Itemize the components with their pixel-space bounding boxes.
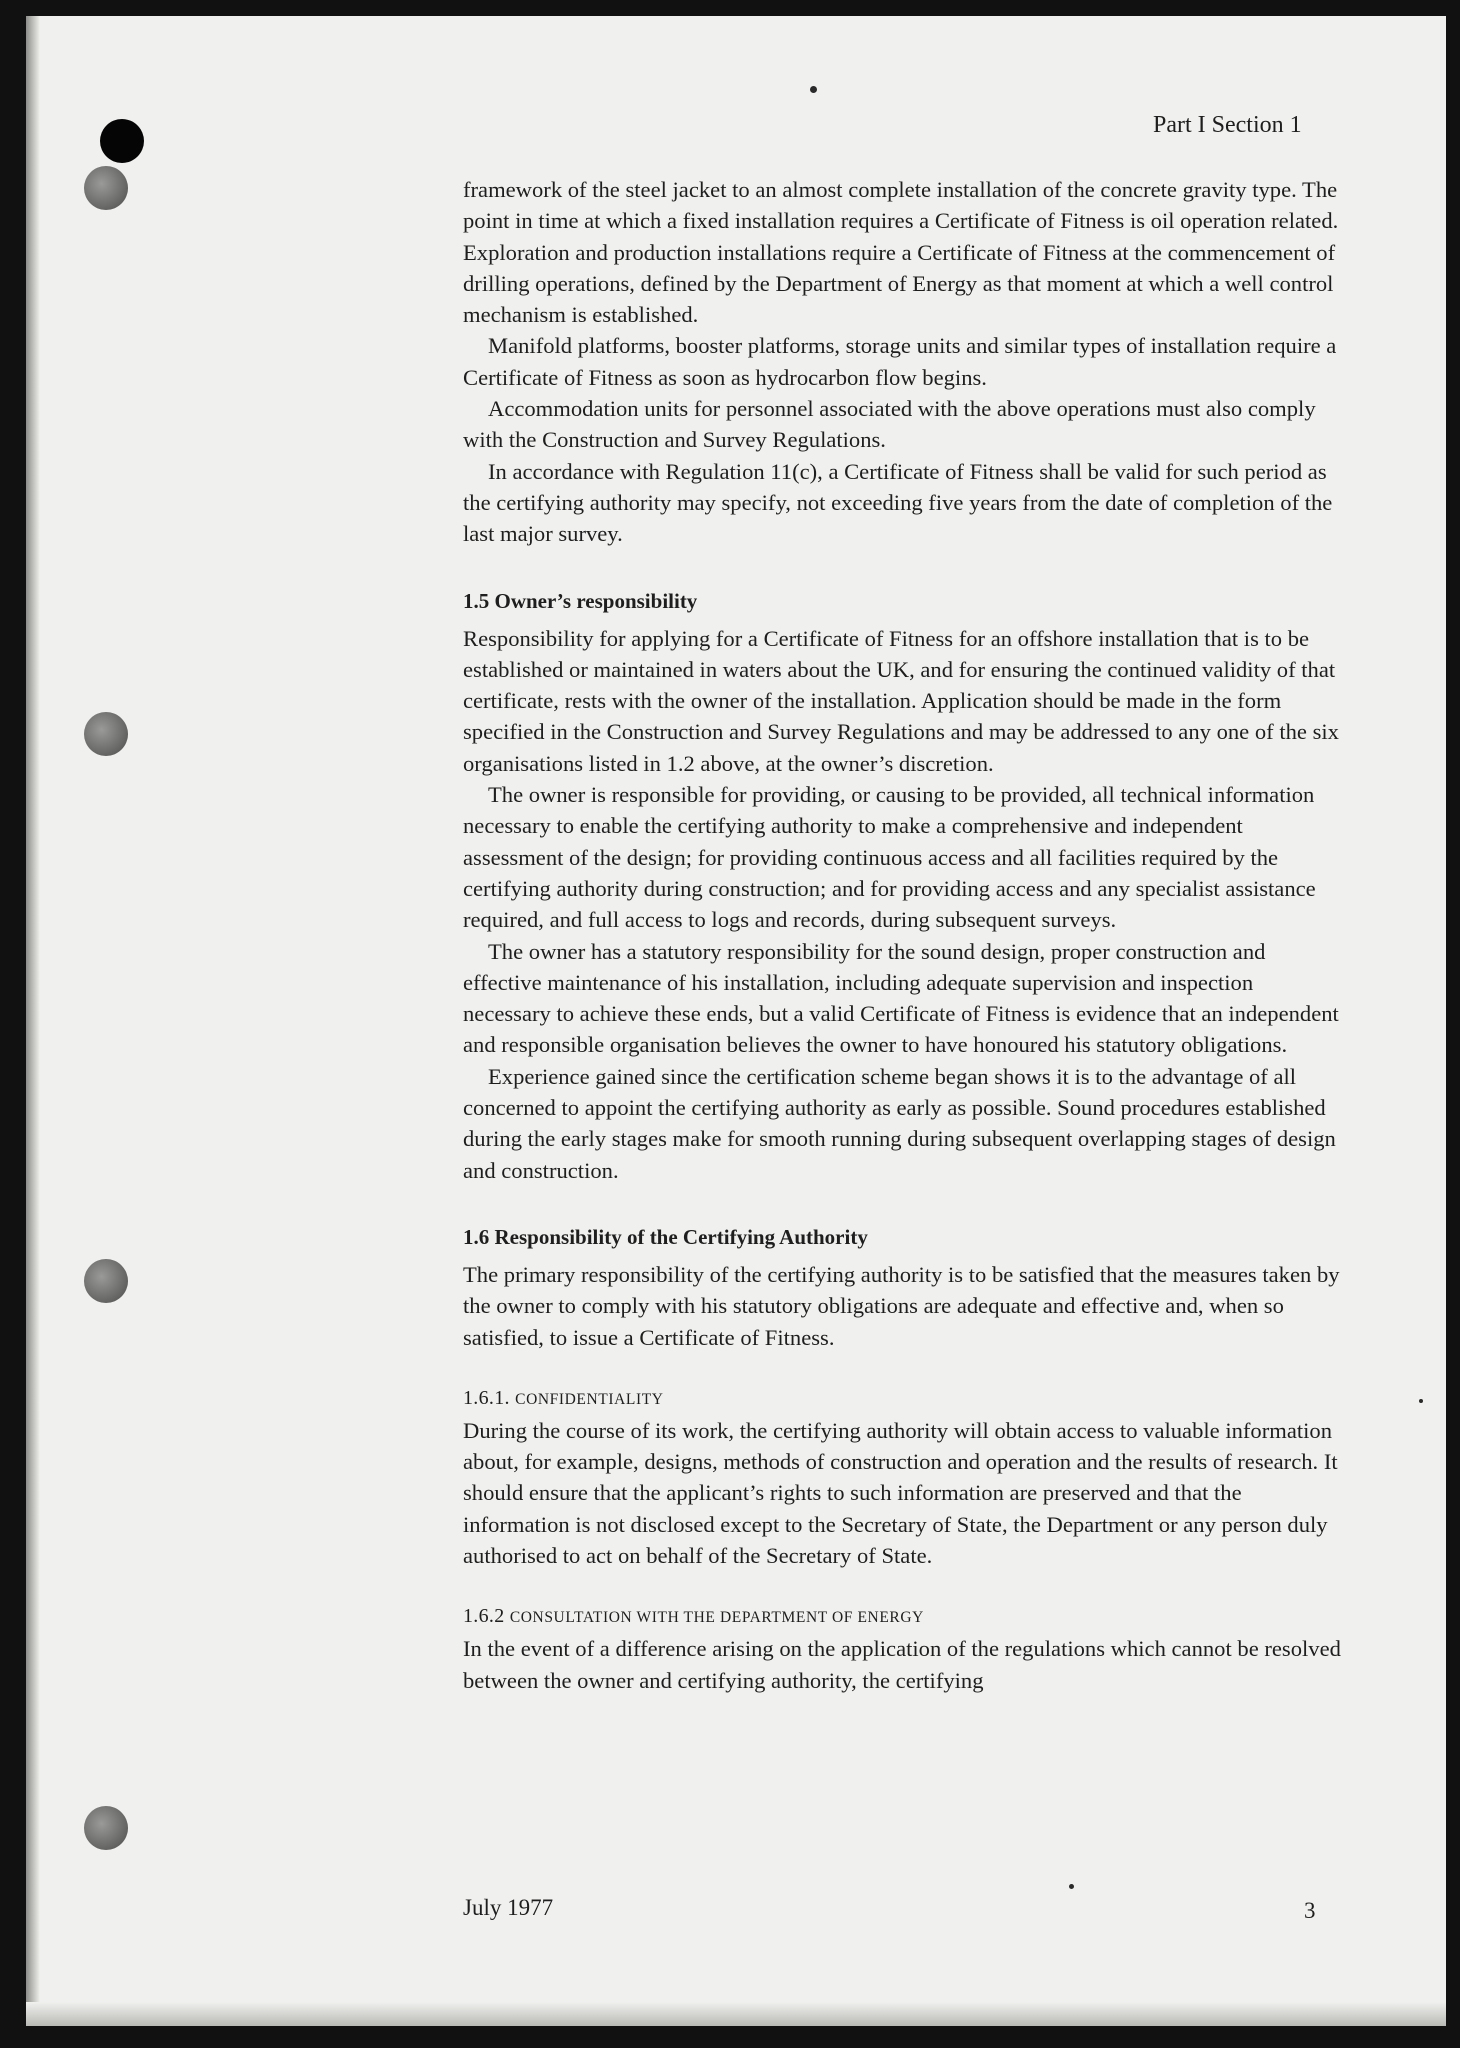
punch-hole [84, 166, 128, 210]
scan-speck [1419, 1399, 1423, 1403]
paragraph: Responsibility for applying for a Certificate of Fitness for an offshore installation that is to be established or maintained in waters about the UK, and for ensuring the continued validity of that certificate, rests with the owner of the installation. Application should be made in the form specified in the Construction and Survey Regulations and may be addressed to any one of the six organisations listed in 1.2 above, at the owner’s discretion. [463, 625, 1339, 776]
paragraph: Experience gained since the certification scheme began shows it is to the advantage of all concerned to appoint the certifying authority as early as possible. Sound procedures established during the early stages make for smooth running during subsequent overlapping stages of design and construction. [463, 1063, 1336, 1183]
footer-date: July 1977 [463, 1895, 554, 1920]
scan-edge [26, 2002, 1446, 2026]
section-heading-1-5: 1.5 Owner’s responsibility [463, 588, 698, 613]
document-page [26, 16, 1446, 2026]
paragraph: Accommodation units for personnel associated with the above operations must also comply with the Construction and Survey Regulations. [463, 396, 1316, 453]
paragraph: The owner has a statutory responsibility for the sound design, proper construction and effective maintenance of his installation, including adequate supervision and inspection necessary to achieve these ends, but a valid Certificate of Fitness is evidence that an independent and responsible organisation believes the owner to have honoured his statutory obligations. [463, 938, 1339, 1058]
subsection-title: CONSULTATION WITH THE DEPARTMENT OF ENERGY [509, 1609, 924, 1627]
body-text [463, 174, 1343, 1696]
paragraph: In the event of a difference arising on the application of the regulations which cannot be resolved between the owner and certifying authority, the certifying [463, 1636, 1341, 1693]
punch-hole [84, 1259, 128, 1303]
subsection-number: 1.6.2 [463, 1605, 505, 1628]
punch-hole [84, 1806, 128, 1850]
subsection-number: 1.6.1. [463, 1386, 510, 1409]
running-head: Part I Section 1 [1153, 112, 1302, 138]
paragraph: The primary responsibility of the certifying authority is to be satisfied that the measures taken by the owner to comply with his statutory obligations are adequate and effective and, when so satisfied, to issue a Certificate of Fitness. [463, 1261, 1340, 1350]
punch-hole [100, 119, 144, 163]
subsection-heading-1-6-2 [463, 1601, 1343, 1633]
scan-speck [810, 86, 817, 93]
page-number: 3 [1304, 1898, 1316, 1923]
paragraph: In accordance with Regulation 11(c), a Certificate of Fitness shall be valid for such period as the certifying authority may specify, not exceeding five years from the date of completion of the last major survey. [463, 458, 1333, 547]
punch-hole [84, 712, 128, 756]
section-heading-1-6: 1.6 Responsibility of the Certifying Authority [463, 1224, 868, 1249]
paragraph: The owner is responsible for providing, or causing to be provided, all technical information necessary to enable the certifying authority to make a comprehensive and independent assessment of the design; for providing continuous access and all facilities required by the certifying authority during construction; and for providing access and any specialist assistance required, and full access to logs and records, during subsequent surveys. [463, 782, 1316, 933]
paragraph: During the course of its work, the certifying authority will obtain access to valuable information about, for example, designs, methods of construction and operation and the results of research. It should ensure that the applicant’s rights to such information are preserved and that the information is not disclosed except to the Secretary of State, the Department or any person duly authorised to act on behalf of the Secretary of State. [463, 1417, 1338, 1568]
subsection-title: CONFIDENTIALITY [515, 1390, 664, 1408]
paragraph: Manifold platforms, booster platforms, storage units and similar types of installation require a Certificate of Fitness as soon as hydrocarbon flow begins. [463, 333, 1337, 390]
scan-speck [1069, 1884, 1074, 1889]
paragraph: framework of the steel jacket to an almost complete installation of the concrete gravity type. The point in time at which a fixed installation requires a Certificate of Fitness is oil operation related. Exploration and production installations require a Certificate of Fitness at the commencement of drilling operations, defined by the Department of Energy as that moment at which a well control mechanism is established. [463, 177, 1339, 328]
subsection-heading-1-6-1 [463, 1383, 1343, 1415]
